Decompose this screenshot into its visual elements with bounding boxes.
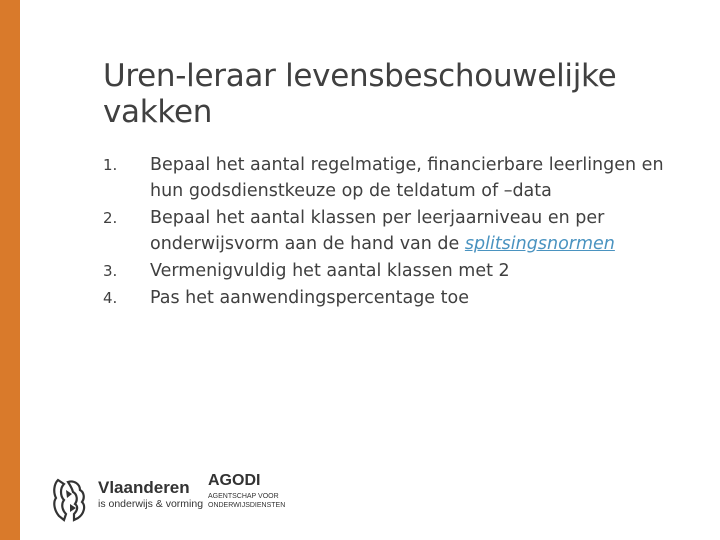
brand-name: Vlaanderen bbox=[98, 478, 190, 497]
side-accent-bar bbox=[0, 0, 20, 540]
footer-logos bbox=[50, 470, 310, 525]
splitsingsnormen-link[interactable]: splitsingsnormen bbox=[464, 234, 615, 254]
step-number: 3. bbox=[103, 262, 118, 280]
step-text: Bepaal het aantal regelmatige, financierbare leerlingen en hun godsdienstkeuze op de teldatum of –data bbox=[150, 155, 664, 201]
agency-name: AGODI bbox=[208, 472, 261, 489]
step-item-2 bbox=[103, 205, 683, 257]
step-number: 1. bbox=[103, 156, 118, 174]
step-number: 4. bbox=[103, 289, 118, 307]
vlaanderen-lion-icon bbox=[50, 474, 90, 522]
step-item-4 bbox=[103, 285, 683, 311]
agodi-brand bbox=[208, 470, 298, 510]
steps-list bbox=[103, 152, 683, 312]
vlaanderen-brand bbox=[98, 478, 203, 511]
step-text: Bepaal het aantal klassen per leerjaarniveau en per onderwijsvorm aan de hand van de bbox=[150, 208, 605, 254]
agency-subtitle: AGENTSCHAP VOOR ONDERWIJSDIENSTEN bbox=[208, 493, 286, 509]
step-text: Pas het aanwendingspercentage toe bbox=[150, 288, 469, 308]
step-item-3 bbox=[103, 258, 683, 284]
slide-title: Uren-leraar levensbeschouwelijke vakken bbox=[103, 58, 617, 130]
step-number: 2. bbox=[103, 209, 118, 227]
step-item-1 bbox=[103, 152, 683, 204]
step-text: Vermenigvuldig het aantal klassen met 2 bbox=[150, 261, 510, 281]
brand-tagline: is onderwijs & vorming bbox=[98, 498, 204, 510]
